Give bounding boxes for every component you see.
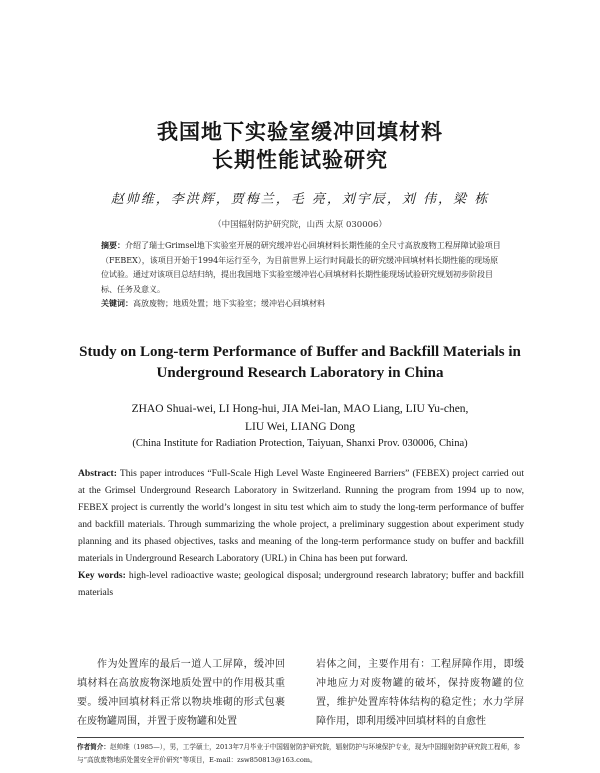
footnote	[77, 741, 524, 767]
abstract-cn	[101, 239, 503, 312]
abstract-en-text: This paper introduces “Full-Scale High Level Waste Engineered Barriers” (FEBEX) project carried out at the Grimsel Underground Research Laboratory in Switzerland. Running the program from 1994 up to now, FEBEX project is currently the world’s longest in situ test which aim to study the long-term performance of buffer and backfill materials. Through summarizing the whole project, a preliminary suggestion about experiment study planning and its phased objectives, tasks and meaning of the long-term performance study on buffer and backfill materials in Underground Research Laboratory (URL) in China has been put forward.	[78, 468, 524, 564]
title-en-line1: Study on Long-term Performance of Buffer and Backfill Materials in	[79, 344, 521, 360]
keywords-cn-label: 关键词：	[101, 299, 133, 308]
authors-en-line2: LIU Wei, LIANG Dong	[244, 421, 355, 433]
authors-en-line1: ZHAO Shuai-wei, LI Hong-hui, JIA Mei-lan, MAO Liang, LIU Yu-chen,	[131, 403, 469, 415]
keywords-en-label: Key words:	[78, 570, 126, 581]
title-cn-line2: 长期性能试验研究	[212, 148, 388, 172]
abstract-cn-text: 介绍了瑞士Grimsel地下实验室开展的研究缓冲岩心回填材料长期性能的全尺寸高放废物工程屏障试验项目（FEBEX），该项目开始于1994年运行至今，为目前世界上运行时间最长的研究缓冲回填材料长期性能的现场原位试验。通过对该项目总结归纳，提出我国地下实验室缓冲岩心回填材料长期性能现场试验研究规划初步阶段目标、任务及意义。	[101, 241, 501, 294]
footnote-text: 赵帅维（1985—），男，工学硕士，2013年7月毕业于中国辐射防护研究院，辐射防护与环境保护专业，现为中国辐射防护研究院工程师，参与“高放废物地质处置安全评价研究”等项目，E-mail：zsw850813@163.com。	[77, 743, 521, 764]
body-column-left: 作为处置库的最后一道人工屏障，缓冲回填材料在高放废物深地质处置中的作用极其重要。缓冲回填材料正常以物块堆砌的形式包裹在废物罐周围，并置于废物罐和处置	[77, 659, 285, 727]
abstract-en-label: Abstract:	[78, 468, 117, 479]
keywords-cn-text: 高放废物；地质处置；地下实验室；缓冲岩心回填材料	[133, 299, 325, 308]
title-en-line2: Underground Research Laboratory in China	[156, 365, 444, 381]
keywords-en-text: high-level radioactive waste; geological disposal; underground research labratory; buffer and backfill materials	[78, 570, 524, 598]
authors-cn: 赵帅维，李洪辉，贾梅兰，毛 亮，刘宇辰，刘 伟，梁 栋	[110, 192, 490, 207]
abstract-en	[78, 465, 524, 601]
footnote-divider	[77, 737, 524, 738]
footnote-label: 作者简介：	[77, 743, 110, 751]
title-cn-line1: 我国地下实验室缓冲回填材料	[157, 120, 443, 144]
body-column-right: 岩体之间，主要作用有：工程屏障作用，即缓冲地应力对废物罐的破坏，保持废物罐的位置，维护处置库特体结构的稳定性；水力学屏障作用，即利用缓冲回填材料的自愈性	[316, 659, 524, 727]
abstract-cn-label: 摘要：	[101, 241, 125, 250]
affiliation-en: (China Institute for Radiation Protection, Taiyuan, Shanxi Prov. 030006, China)	[132, 438, 468, 449]
affiliation-cn: （中国辐射防护研究院，山西 太原 030006）	[213, 220, 387, 230]
